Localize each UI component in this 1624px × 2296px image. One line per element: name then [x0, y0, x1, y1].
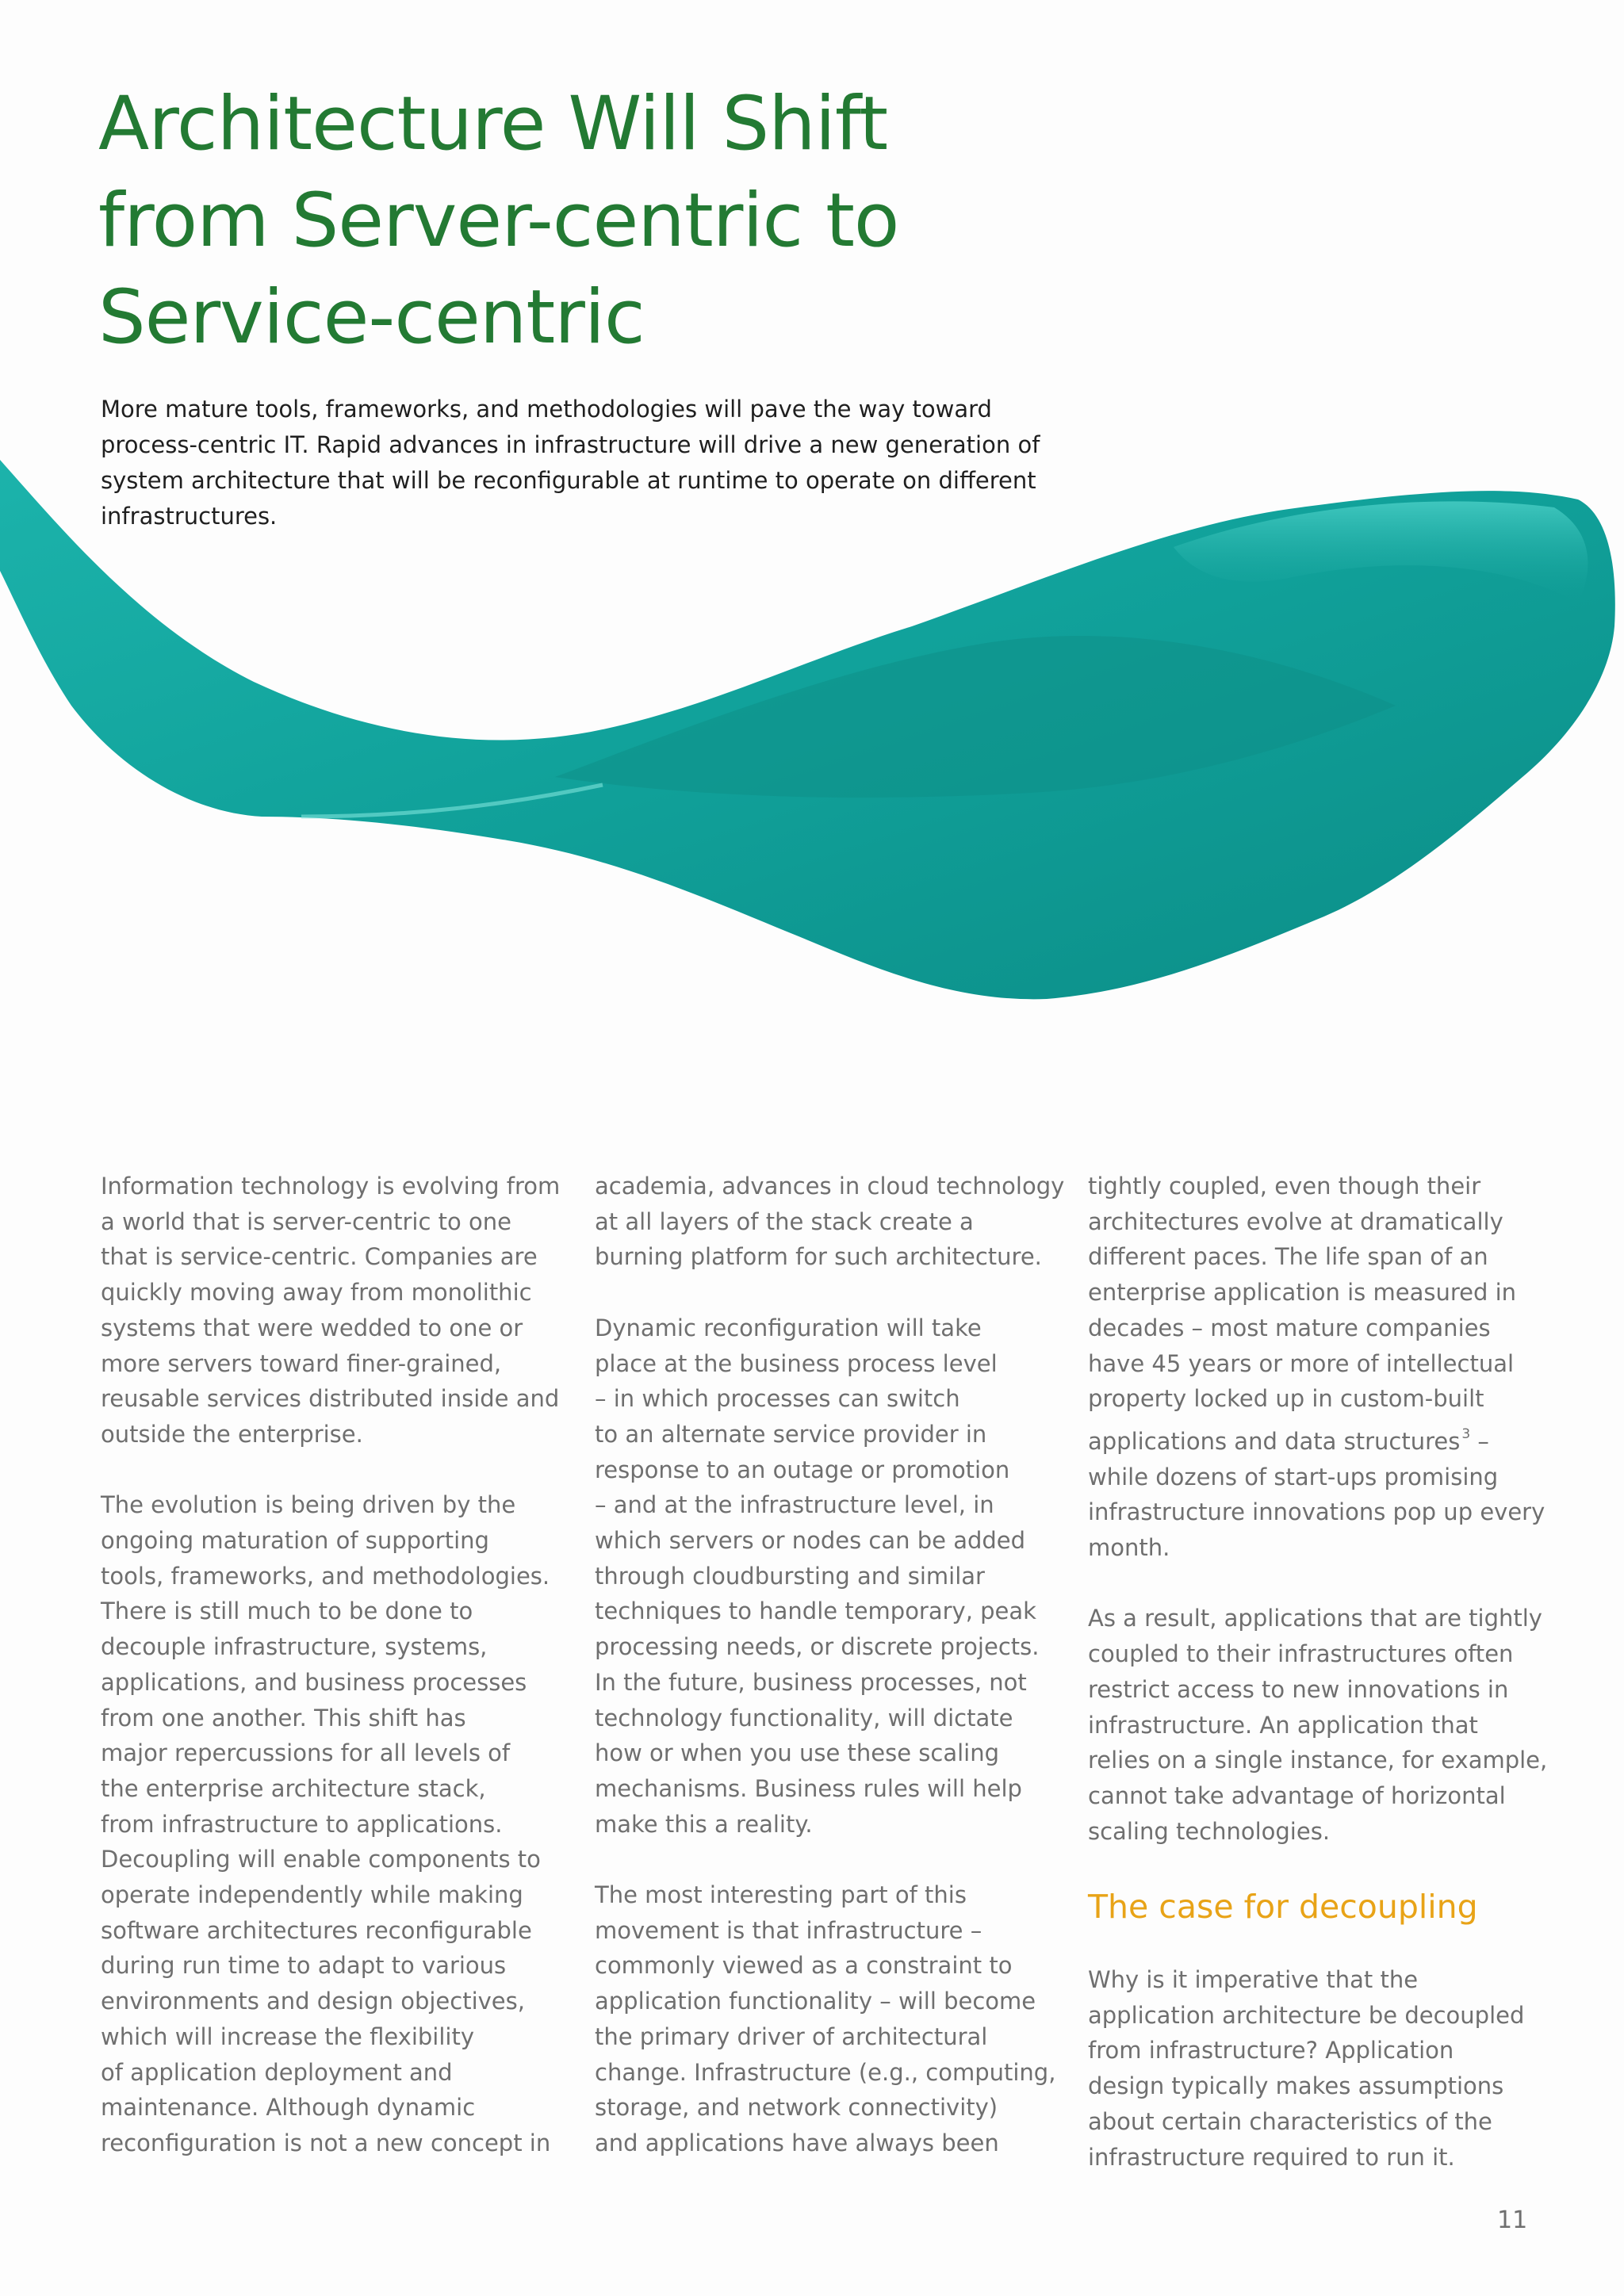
- body-column-3: [1088, 1169, 1548, 2210]
- footnote-marker: 3: [1461, 1425, 1471, 1442]
- body-paragraph: [595, 1169, 1065, 1275]
- text-line: the enterprise architecture stack,: [101, 1774, 486, 1802]
- text-fragment: applications and data structures: [1088, 1427, 1461, 1455]
- text-line: from infrastructure? Application: [1088, 2037, 1454, 2064]
- text-line: different paces. The life span of an: [1088, 1243, 1488, 1271]
- text-line: software architectures reconfigurable: [101, 1916, 532, 1944]
- text-line: which will increase the flexibility: [101, 2022, 474, 2050]
- text-line: which servers or nodes can be added: [595, 1527, 1026, 1555]
- text-line: relies on a single instance, for example,: [1088, 1747, 1548, 1774]
- text-line: tools, frameworks, and methodologies.: [101, 1562, 550, 1590]
- teal-paint-swoosh-image: [0, 444, 1624, 1078]
- text-line: response to an outage or promotion: [595, 1456, 1010, 1483]
- text-fragment: –: [1470, 1427, 1489, 1455]
- text-line: and applications have always been: [595, 2129, 999, 2156]
- text-line: cannot take advantage of horizontal: [1088, 1781, 1506, 1809]
- text-line: make this a reality.: [595, 1810, 813, 1838]
- text-line: restrict access to new innovations in: [1088, 1675, 1509, 1703]
- text-line: major repercussions for all levels of: [101, 1739, 511, 1767]
- body-paragraph: [595, 1311, 1039, 1843]
- text-line: decouple infrastructure, systems,: [101, 1633, 488, 1661]
- body-paragraph: [101, 1487, 551, 2160]
- title-line: Architecture Will Shift: [98, 81, 888, 167]
- text-line: reusable services distributed inside and: [101, 1385, 560, 1413]
- text-line: In the future, business processes, not: [595, 1668, 1027, 1696]
- text-line: coupled to their infrastructures often: [1088, 1640, 1514, 1668]
- text-line: to an alternate service provider in: [595, 1420, 987, 1448]
- text-line: month.: [1088, 1534, 1170, 1562]
- text-line: at all layers of the stack create a: [595, 1207, 974, 1235]
- text-line: As a result, applications that are tightly: [1088, 1605, 1542, 1632]
- text-line: applications, and business processes: [101, 1668, 527, 1696]
- text-line: that is service-centric. Companies are: [101, 1243, 538, 1271]
- text-line: application architecture be decoupled: [1088, 2001, 1525, 2029]
- text-line: processing needs, or discrete projects.: [595, 1633, 1040, 1661]
- body-column-1: [101, 1169, 561, 2196]
- text-line: ongoing maturation of supporting: [101, 1527, 489, 1555]
- text-line: The most interesting part of this: [595, 1881, 967, 1909]
- text-line: Dynamic reconfiguration will take: [595, 1314, 982, 1341]
- intro-line: system architecture that will be reconfigurable at runtime to operate on different: [101, 467, 1036, 494]
- text-line: systems that were wedded to one or: [101, 1314, 523, 1341]
- text-line: outside the enterprise.: [101, 1420, 363, 1448]
- text-line: from one another. This shift has: [101, 1704, 466, 1732]
- text-line: Why is it imperative that the: [1088, 1966, 1419, 1994]
- text-line: Decoupling will enable components to: [101, 1846, 541, 1873]
- text-line: mechanisms. Business rules will help: [595, 1774, 1022, 1802]
- text-line: infrastructure required to run it.: [1088, 2143, 1455, 2171]
- text-line: techniques to handle temporary, peak: [595, 1598, 1036, 1625]
- text-line: operate independently while making: [101, 1881, 523, 1909]
- text-line: about certain characteristics of the: [1088, 2107, 1492, 2135]
- text-line: burning platform for such architecture.: [595, 1243, 1042, 1271]
- title-line: Service-centric: [98, 274, 645, 361]
- text-line-with-footnote: [1088, 1417, 1532, 1460]
- text-line: the primary driver of architectural: [595, 2022, 988, 2050]
- text-line: from infrastructure to applications.: [101, 1810, 503, 1838]
- text-line: – in which processes can switch: [595, 1385, 960, 1413]
- text-line: design typically makes assumptions: [1088, 2072, 1504, 2100]
- text-line: enterprise application is measured in: [1088, 1279, 1517, 1307]
- body-paragraph: [1088, 1601, 1548, 1849]
- page-number: 11: [1497, 2206, 1528, 2234]
- text-line: property locked up in custom-built: [1088, 1385, 1484, 1413]
- text-line: There is still much to be done to: [101, 1598, 473, 1625]
- text-line: scaling technologies.: [1088, 1817, 1331, 1845]
- title-line: from Server-centric to: [98, 178, 899, 264]
- text-line: movement is that infrastructure –: [595, 1916, 982, 1944]
- text-line: – and at the infrastructure level, in: [595, 1491, 994, 1519]
- body-paragraph: [1088, 1169, 1545, 1566]
- text-line: have 45 years or more of intellectual: [1088, 1349, 1515, 1377]
- text-line: quickly moving away from monolithic: [101, 1279, 532, 1307]
- intro-line: process-centric IT. Rapid advances in infrastructure will drive a new generation of: [101, 431, 1040, 458]
- text-line: tightly coupled, even though their: [1088, 1173, 1481, 1200]
- text-line: decades – most mature companies: [1088, 1314, 1491, 1341]
- text-line: infrastructure innovations pop up every: [1088, 1498, 1545, 1526]
- body-paragraph: [101, 1169, 561, 1452]
- text-line: environments and design objectives,: [101, 1988, 525, 2015]
- text-line: of application deployment and: [101, 2058, 453, 2086]
- text-line: more servers toward finer-grained,: [101, 1349, 502, 1377]
- text-line: change. Infrastructure (e.g., computing,: [595, 2058, 1056, 2086]
- text-line: during run time to adapt to various: [101, 1952, 507, 1980]
- body-column-2: [595, 1169, 1065, 2196]
- text-line: technology functionality, will dictate: [595, 1704, 1013, 1732]
- page-title: [98, 76, 899, 366]
- text-line: while dozens of start-ups promising: [1088, 1463, 1499, 1490]
- intro-line: infrastructures.: [101, 503, 278, 530]
- text-line: reconfiguration is not a new concept in: [101, 2129, 551, 2156]
- text-line: infrastructure. An application that: [1088, 1711, 1478, 1739]
- text-line: a world that is server-centric to one: [101, 1207, 511, 1235]
- text-line: architectures evolve at dramatically: [1088, 1207, 1503, 1235]
- text-line: Information technology is evolving from: [101, 1173, 561, 1200]
- text-line: how or when you use these scaling: [595, 1739, 1000, 1767]
- text-line: commonly viewed as a constraint to: [595, 1952, 1013, 1980]
- text-line: storage, and network connectivity): [595, 2094, 998, 2122]
- text-line: academia, advances in cloud technology: [595, 1173, 1065, 1200]
- text-line: place at the business process level: [595, 1349, 998, 1377]
- intro-line: More mature tools, frameworks, and methodologies will pave the way toward: [101, 396, 992, 423]
- body-paragraph: [595, 1877, 1056, 2161]
- text-line: application functionality – will become: [595, 1988, 1036, 2015]
- text-line: The evolution is being driven by the: [101, 1491, 516, 1519]
- text-line: through cloudbursting and similar: [595, 1562, 985, 1590]
- section-subheading: The case for decoupling: [1088, 1888, 1478, 1927]
- body-paragraph: [1088, 1962, 1532, 2175]
- text-line: maintenance. Although dynamic: [101, 2094, 476, 2122]
